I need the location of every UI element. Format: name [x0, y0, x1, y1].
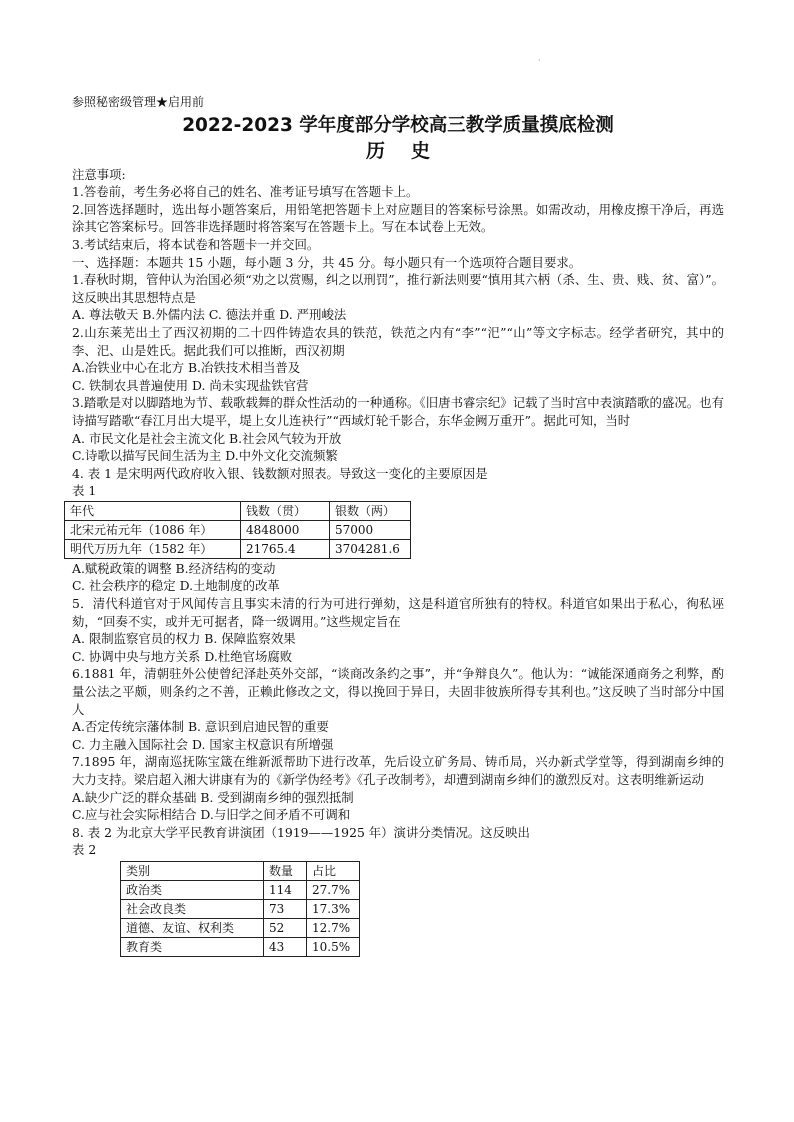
question-options: C. 力主融入国际社会 D. 国家主权意识有所增强	[72, 736, 334, 752]
table-row	[121, 899, 360, 918]
notice-heading: 注意事项:	[72, 166, 126, 182]
table-cell: 52	[264, 918, 307, 937]
notice-item: 3.考试结束后，将本试卷和答题卡一并交回。	[72, 236, 320, 252]
table-header-cell: 银数（两）	[330, 501, 411, 520]
table-cell: 社会改良类	[121, 899, 264, 918]
section-heading: 一、选择题：本题共 15 小题，每小题 3 分，共 45 分。每小题只有一个选项符合题目要求。	[72, 254, 582, 270]
secrecy-label: 参照秘密级管理★启用前	[72, 95, 205, 109]
table-header-row	[65, 501, 411, 520]
question-options: C. 社会秩序的稳定 D.土地制度的改革	[72, 578, 280, 594]
table-cell: 27.7%	[307, 880, 360, 899]
question-stem: 8. 表 2 为北京大学平民教育讲演团（1919——1925 年）演讲分类情况。这反映出	[72, 824, 530, 840]
question-options: A. 尊法敬天 B.外儒内法 C. 德法并重 D. 严刑峻法	[72, 307, 347, 323]
table-cell: 4848000	[241, 520, 330, 539]
question-stem: 7.1895 年，湖南巡抚陈宝箴在维新派帮助下进行改革，先后设立矿务局、铸币局，兴办新式学堂等，得到湖南乡绅的大力支持。梁启超入湘大讲康有为的《新学伪经考》《孔子改制考》，却遭到湖南乡绅们的激烈反对。这表明维新运动	[72, 754, 724, 787]
table-cell: 57000	[330, 520, 411, 539]
table-header-cell: 钱数（贯）	[241, 501, 330, 520]
table-caption: 表 1	[72, 483, 97, 499]
question-stem: 1.春秋时期，管仲认为治国必须“劝之以赏赐，纠之以刑罚”，推行新法则要“慎用其六柄（杀、生、贵、贱、贫、富）”。这反映出其思想特点是	[72, 272, 724, 305]
table-header-cell: 数量	[264, 861, 307, 880]
table-cell: 12.7%	[307, 918, 360, 937]
table-cell: 43	[264, 937, 307, 956]
document-body	[72, 94, 724, 957]
table-row	[65, 539, 411, 558]
notice-item: 2.回答选择题时，选出每小题答案后，用铅笔把答题卡上对应题目的答案标号涂黑。如需改动，用橡皮擦干净后，再选涂其它答案标号。回答非选择题时将答案写在答题卡上。写在本试卷上无效。	[72, 201, 724, 235]
question-stem: 5．清代科道官对于风闻传言且事实未清的行为可进行弹劾，这是科道官所独有的特权。科道官如果出于私心，徇私诬劾，“回奏不实，或并无可据者，降一级调用。”这些规定旨在	[72, 596, 724, 629]
table-cell: 教育类	[121, 937, 264, 956]
table-cell: 10.5%	[307, 937, 360, 956]
question-options: A.否定传统宗藩体制 B. 意识到启迪民智的重要	[72, 719, 329, 735]
table-cell: 21765.4	[241, 539, 330, 558]
table-header-cell: 年代	[65, 501, 241, 520]
table-cell: 3704281.6	[330, 539, 411, 558]
table-row	[121, 918, 360, 937]
question-options: A.缺少广泛的群众基础 B. 受到湖南乡绅的强烈抵制	[72, 789, 354, 805]
exam-title: 2022-2023 学年度部分学校高三教学质量摸底检测	[182, 114, 614, 136]
question-options: A. 市民文化是社会主流文化 B.社会风气较为开放	[72, 430, 342, 446]
question-options: A.赋税政策的调整 B.经济结构的变动	[72, 560, 276, 576]
question-options: C. 铁制农具普遍使用 D. 尚未实现盐铁官营	[72, 377, 309, 393]
question-stem: 4. 表 1 是宋明两代政府收入银、钱数额对照表。导致这一变化的主要原因是	[72, 465, 488, 481]
table-cell: 17.3%	[307, 899, 360, 918]
table-row	[121, 937, 360, 956]
table-header-cell: 占比	[307, 861, 360, 880]
table-row	[121, 880, 360, 899]
table-cell: 道德、友谊、权利类	[121, 918, 264, 937]
question-stem: 3.踏歌是对以脚踏地为节、载歌载舞的群众性活动的一种通称。《旧唐书睿宗纪》记载了当时宫中表演踏歌的盛况。也有诗描写踏歌“春江月出大堤平，堤上女儿连袂行”“西域灯轮千影合，东华金阙万重开”。据此可知，当时	[72, 395, 724, 428]
data-table-1	[64, 501, 411, 559]
question-stem: 2.山东莱芜出土了西汉初期的二十四件铸造农具的铁范，铁范之内有“李”“汜”“山”等文字标志。经学者研究，其中的李、汜、山是姓氏。据此我们可以推断，西汉初期	[72, 324, 724, 358]
question-options: C. 协调中央与地方关系 D.杜绝官场腐败	[72, 648, 293, 664]
notice-item: 1.答卷前，考生务必将自己的姓名、准考证号填写在答题卡上。	[72, 184, 419, 200]
table-caption: 表 2	[72, 842, 97, 858]
table-cell: 北宋元祐元年（1086 年）	[65, 520, 241, 539]
table-row	[65, 520, 411, 539]
table-cell: 明代万历九年（1582 年）	[65, 539, 241, 558]
question-stem: 6.1881 年，清朝驻外公使曾纪泽赴英外交部，“谈商改条约之事”，并“争辩良久”。他认为：“诚能深通商务之利弊，酌量公法之平颇，则条约之不善，正赖此修改之文，得以挽回于异日，夫固非彼族所得专其利也。”这反映了当时部分中国人	[72, 666, 724, 717]
exam-page: · 参照秘密级管理★启用前 2022-2023 学年度部分学校高三教学质量摸底检测 历史 注意事项: 1.答卷前，考生务必将自己的姓名、准考证号填写在答题卡上。 2.回答选择题时，选出每小题答案后，用铅笔把答题卡上对应题目的答案标号涂黑。如需改动，用橡皮擦干净后，再选涂其它答案标号。回答非选择题时将答案写在答题卡上。写在本试卷上无效。 3.考试结束后，将本试卷和答题卡一并交回。 一、选择题：本题共 15 小题，每小题 3 分，共 45 分。每小题只有一个选项符合题目要求。 1.春秋时期，管仲认为治国必须“劝之以赏赐，纠之以刑罚”，推行新法则要“慎用其六柄（杀、生、贵、贱、贫、富）”。这反映出其思想特点是 A. 尊法敬天 B.外儒内法 C. 德法并重 D. 严刑峻法 2.山东莱芜出土了西汉初期的二十四件铸造农具的铁范，铁范之内有“李”“汜”“山”等文字标志。经学者研究，其中的李、汜、山是姓氏。据此我们可以推断，西汉初期 A.冶铁业中心在北方 B.冶铁技术相当普及 C. 铁制农具普遍使用 D. 尚未实现盐铁官营 3.踏歌是对以脚踏地为节、载歌载舞的群众性活动的一种通称。《旧唐书睿宗纪》记载了当时宫中表演踏歌的盛况。也有诗描写踏歌“春江月出大堤平，堤上女儿连袂行”“西域灯轮千影合，东华金阙万重开”。据此可知，当时 A. 市民文化是社会主流文化 B.社会风气较为开放 C.诗歌以描写民间生活为主 D.中外文化交流频繁 4. 表 1 是宋明两代政府收入银、钱数额对照表。导致这一变化的主要原因是 表 1 年代 钱数（贯） 银数（两） 北宋元祐元年（1086 年） 4848000 57000 明代万历九年（1582 年） 21765.4 3704281.6 A.赋税政策的调整 B.经济结构的变动 C. 社会秩序的稳定 D.土地制度的改革 5．清代科道官对于风闻传言且事实未清的行为可进行弹劾，这是科道官所独有的特权。科道官如果出于私心，徇私诬劾，“回奏不实，或并无可据者，降一级调用。”这些规定旨在 A. 限制监察官员的权力 B. 保障监察效果 C. 协调中央与地方关系 D.杜绝官场腐败 6.1881 年，清朝驻外公使曾纪泽赴英外交部，“谈商改条约之事”，并“争辩良久”。他认为：“诚能深通商务之利弊，酌量公法之平颇，则条约之不善，正赖此修改之文，得以挽回于异日，夫固非彼族所得专其利也。”这反映了当时部分中国人 A.否定传统宗藩体制 B. 意识到启迪民智的重要 C. 力主融入国际社会 D. 国家主权意识有所增强 7.1895 年，湖南巡抚陈宝箴在维新派帮助下进行改革，先后设立矿务局、铸币局，兴办新式学堂等，得到湖南乡绅的大力支持。梁启超入湘大讲康有为的《新学伪经考》《孔子改制考》，却遭到湖南乡绅们的激烈反对。这表明维新运动 A.缺少广泛的群众基础 B. 受到湖南乡绅的强烈抵制 C.应与社会实际相结合 D.与旧学之间矛盾不可调和 8. 表 2 为北京大学平民教育讲演团（1919——1925 年）演讲分类情况。这反映出 表 2 类别 数量 占比 政治类 114 27.7% 社会改良类 73 17.3% 道德、友谊、权利类 52 12.7% 教育类 43 10.5%	[0, 0, 794, 1122]
question-options: A.冶铁业中心在北方 B.冶铁技术相当普及	[72, 360, 301, 376]
subject-title: 历史	[365, 139, 456, 162]
question-options: A. 限制监察官员的权力 B. 保障监察效果	[72, 631, 296, 647]
table-cell: 政治类	[121, 880, 264, 899]
question-options: C.应与社会实际相结合 D.与旧学之间矛盾不可调和	[72, 807, 351, 823]
table-cell: 73	[264, 899, 307, 918]
data-table-2	[120, 861, 360, 957]
table-cell: 114	[264, 880, 307, 899]
table-header-row	[121, 861, 360, 880]
question-options: C.诗歌以描写民间生活为主 D.中外文化交流频繁	[72, 448, 338, 464]
table-header-cell: 类别	[121, 861, 264, 880]
